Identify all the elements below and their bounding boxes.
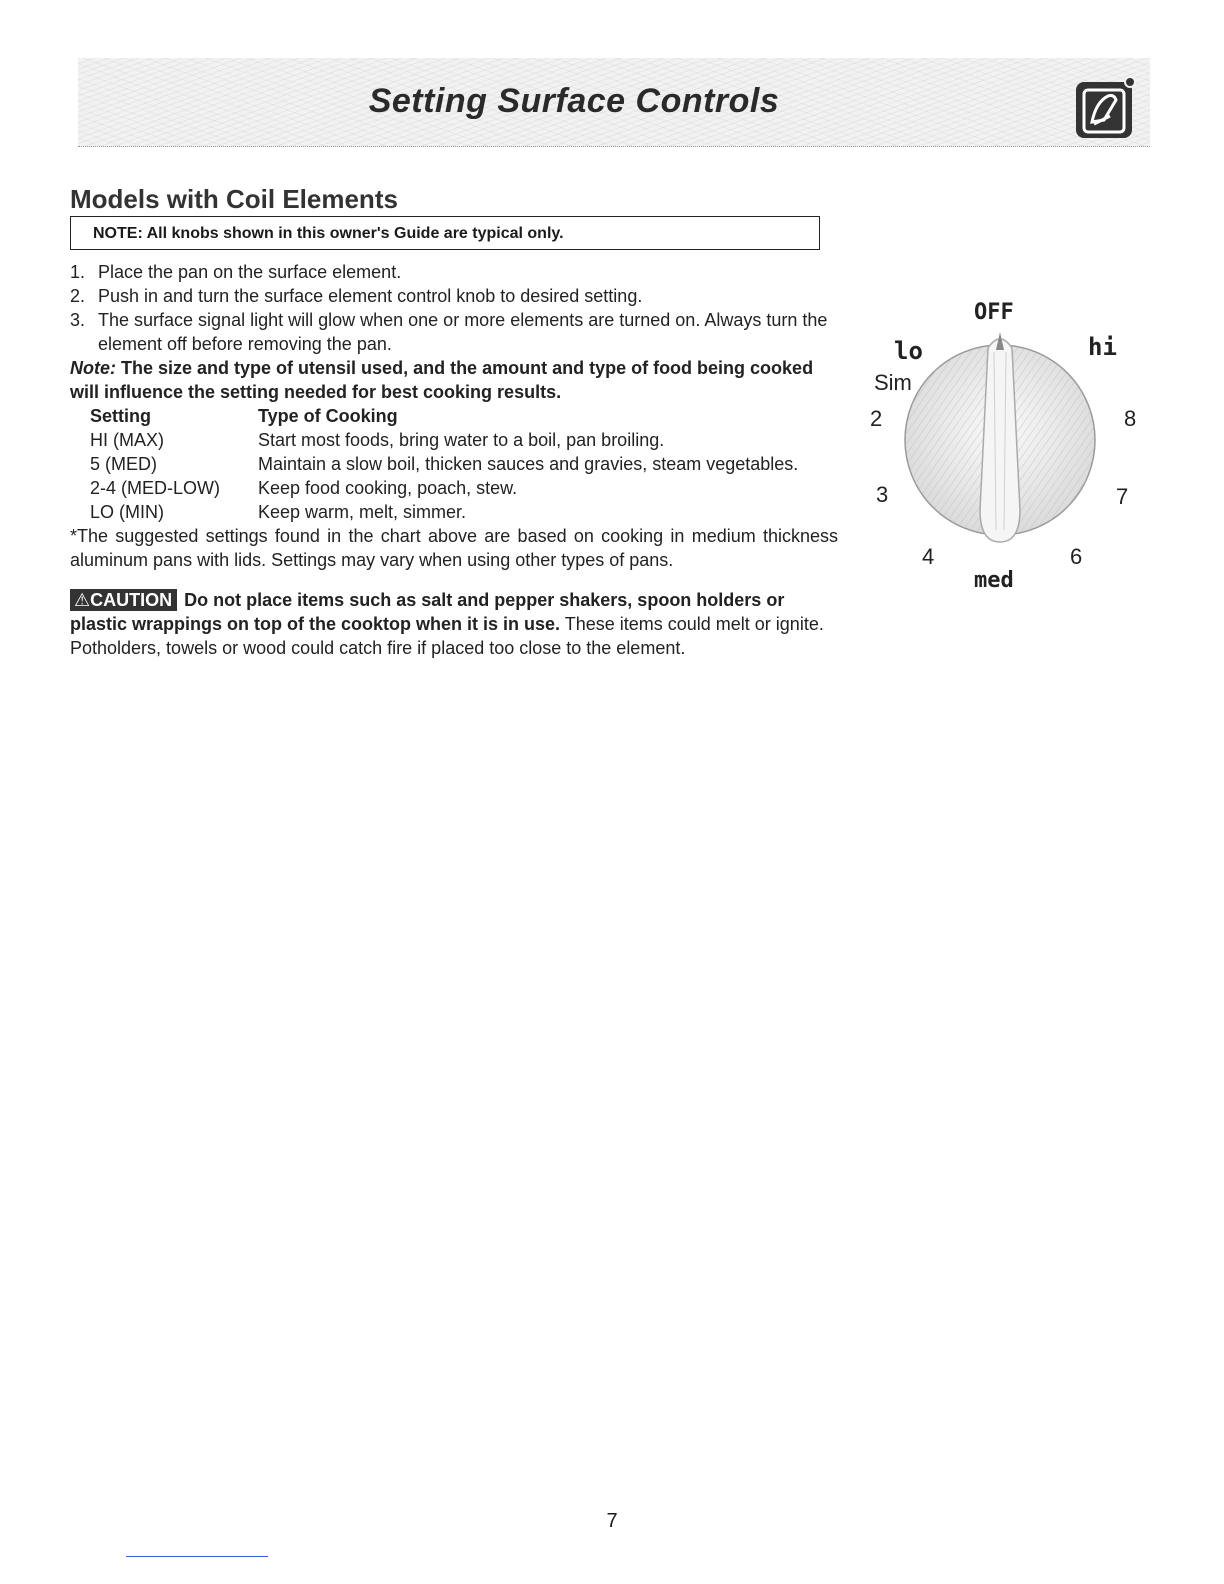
step-number: 1. [70, 262, 86, 282]
cooking-cell: Start most foods, bring water to a boil, pan broiling. [258, 430, 665, 450]
table-header-row [90, 404, 798, 428]
caution-warning: Do not place items such as salt and pepper shakers, spoon holders or plastic wrappings on top of the cooktop when it is in use. [70, 590, 785, 634]
table-row [90, 428, 798, 452]
caution-text: These items could melt or ignite. Potholders, towels or wood could catch fire if placed too close to the element. [70, 614, 824, 658]
setting-cell: HI (MAX) [90, 430, 164, 450]
knob-label-med: med [974, 568, 1014, 593]
page-banner [78, 58, 1150, 147]
caution-badge-label: CAUTION [90, 590, 173, 610]
knob-label-lo: lo [894, 337, 923, 365]
step-number: 2. [70, 286, 86, 306]
instructions [70, 260, 838, 660]
settings-table [90, 404, 798, 524]
note-lead: Note: [70, 358, 116, 378]
step-text: Push in and turn the surface element control knob to desired setting. [98, 286, 643, 306]
table-row [90, 452, 798, 476]
knob-label-7: 7 [1116, 484, 1129, 509]
knob-label-4: 4 [922, 544, 935, 569]
warning-triangle-icon: ⚠ [74, 590, 91, 610]
page-number: 7 [606, 1510, 618, 1532]
knob-label-8: 8 [1124, 406, 1137, 431]
cooking-cell: Keep food cooking, poach, stew. [258, 478, 518, 498]
column-header-type: Type of Cooking [258, 406, 398, 426]
control-knob-diagram [860, 290, 1150, 600]
caution-paragraph [70, 588, 838, 660]
column-header-setting: Setting [90, 406, 151, 426]
setting-cell: 2-4 (MED-LOW) [90, 478, 220, 498]
list-item [70, 284, 838, 308]
step-text: The surface signal light will glow when one or more elements are turned on. Always turn the element off before removing the pan. [98, 310, 828, 354]
caution-badge [70, 589, 177, 611]
hand-on-knob-icon [1074, 76, 1138, 140]
footer-divider [126, 1556, 268, 1557]
note-text: The size and type of utensil used, and the amount and type of food being cooked will influence the setting needed for best cooking results. [70, 358, 814, 402]
cooking-cell: Maintain a slow boil, thicken sauces and gravies, steam vegetables. [258, 454, 799, 474]
list-item [70, 308, 838, 356]
step-number: 3. [70, 310, 86, 330]
cooking-cell: Keep warm, melt, simmer. [258, 502, 467, 522]
note-paragraph [70, 356, 838, 404]
knob-label-off: OFF [974, 300, 1014, 325]
setting-cell: 5 (MED) [90, 454, 157, 474]
knob-label-3: 3 [876, 482, 889, 507]
section-heading: Models with Coil Elements [70, 184, 398, 214]
footnote: *The suggested settings found in the chart above are based on cooking in medium thickness aluminum pans with lids. Settings may vary when using other types of pans. [70, 526, 838, 570]
knob-label-sim: Sim [874, 370, 912, 395]
table-row [90, 476, 798, 500]
table-row [90, 500, 798, 524]
knob-label-hi: hi [1088, 333, 1117, 361]
page-title: Setting Surface Controls [368, 82, 780, 120]
steps-list [70, 260, 838, 356]
list-item [70, 260, 838, 284]
knob-label-6: 6 [1070, 544, 1083, 569]
step-text: Place the pan on the surface element. [98, 262, 402, 282]
knob-label-2: 2 [870, 406, 883, 431]
setting-cell: LO (MIN) [90, 502, 164, 522]
note-box: NOTE: All knobs shown in this owner's Guide are typical only. [70, 216, 820, 250]
